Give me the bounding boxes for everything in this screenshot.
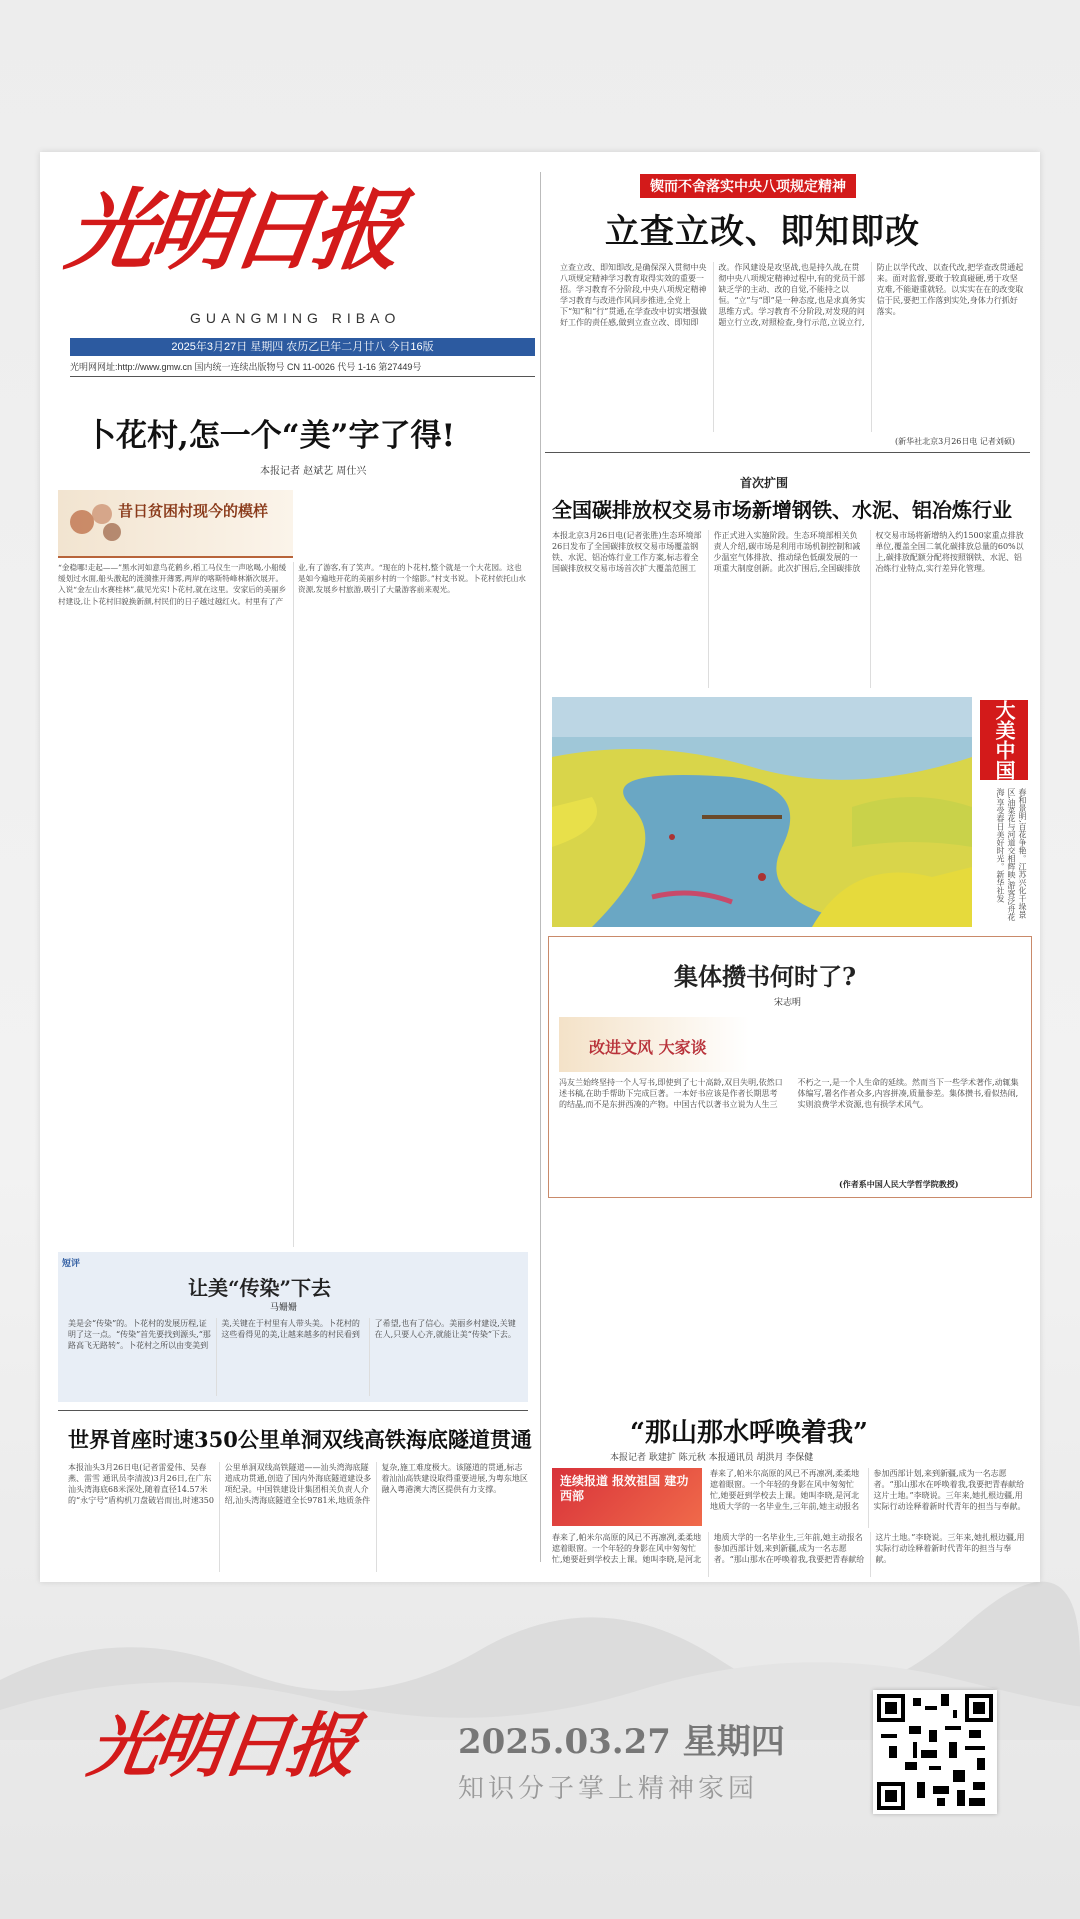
divider <box>70 376 535 377</box>
footer-logo: 光明日报 <box>83 1704 360 1787</box>
commentary-body: 美是会“传染”的。卜花村的发展历程,证明了这一点。“传染”首先要找到源头,“那路高飞无路转”。卜花村之所以由变美到美,关键在于村里有人带头美。卜花村的这些看得见的美,让越来越多的村民看到了希望,也有了信心。美丽乡村建设,关键在人,只要人心齐,就能让美“传染”下去。 <box>68 1319 516 1350</box>
feature-tag: 昔日贫困村现今的模样 <box>118 502 269 520</box>
commentary-title: 让美“传染”下去 <box>188 1276 332 1300</box>
commentary-label: 短评 <box>62 1259 81 1269</box>
article-body-continued: 春来了,帕米尔高原的风已不再凛冽,柔柔地遮着眼窗。一个年轻的身影在风中匆匆忙忙,她要赶到学校去上课。她叫李晓,是河北地质大学的一名毕业生,三年前,她主动报名参加西部计划,来到新疆,成为一名志愿者。“那山那水在呼唤着我,我要把青春献给这片土地。”李晓说。三年来,她扎根边疆,用实际行动诠释着新时代青年的担当与奉献。 <box>710 1469 1026 1511</box>
headline-books: 集体攒书何时了? <box>674 962 857 991</box>
commentary-box <box>58 1252 528 1402</box>
article-body: 冯友兰始终坚持一个人写书,即使到了七十高龄,双目失明,依然口述书稿,在助手帮助下完成巨著。一本好书应该是作者长期思考的结晶,而不是东拼西凑的产物。中国古代以著书立说为人生三不朽之一,是一个人生命的延续。然而当下一些学术著作,动辄集体编写,署名作者众多,内容拼凑,质量参差。集体攒书,看似热闹,实则浪费学术资源,也有损学术风气。 <box>559 1078 1019 1109</box>
article-body: 立查立改、即知即改,是确保深入贯彻中央八项规定精神学习教育取得实效的重要一招。学习教育不分阶段,中央八项规定精神学习教育与改进作风同步推进,全党上下“知”和“行”贯通,在学查改中切实增强做好工作的责任感,做到立查立改、即知即改。作风建设是攻坚战,也是持久战,在贯彻中央八项规定精神过程中,有的党员干部缺乏学的主动、改的自觉,不能持之以恒。“立”与“即”是一种态度,也是求真务实思维方式。学习教育不分阶段,对发现的问题立行立改,对照检查,身行示范,立说立行,防止以学代改、以查代改,把学查改贯通起来。面对监督,要敢于较真碰硬,勇于攻坚克难,不能避重就轻。以实实在在的改变取信于民,要把工作落到实处,身体力行抓好落实。 <box>560 263 1024 327</box>
footer-date: 2025.03.27 星期四 <box>458 1722 785 1762</box>
headline-mountain: “那山那水呼唤着我” <box>630 1418 868 1448</box>
column-rule <box>540 172 541 1562</box>
article-body: 本报汕头3月26日电(记者雷爱伟、吴春燕、雷雪 通讯员李清波)3月26日,在广东汕头湾海底68米深处,随着直径14.57米的“永宁号”盾构机刀盘破岩而出,时速350公里单洞双线高铁隧道——汕头湾海底隧道成功贯通,创造了国内外海底隧道建设多项纪录。中国铁建设计集团相关负责人介绍,汕头湾海底隧道全长9781米,地质条件复杂,施工难度极大。该隧道的贯通,标志着汕汕高铁建设取得重要进展,为粤东地区融入粤港澳大湾区提供有力支撑。 <box>68 1463 528 1505</box>
article-kicker: 首次扩围 <box>740 476 789 490</box>
landscape-image <box>552 697 972 927</box>
headline-carbon-market: 全国碳排放权交易市场新增钢铁、水泥、铝冶炼行业 <box>552 498 1012 522</box>
article-byline: 本报记者 耿建扩 陈元秋 本报通讯员 胡洪月 李保健 <box>610 1453 814 1463</box>
feature-banner <box>58 490 293 558</box>
qr-code[interactable] <box>873 1690 997 1814</box>
dateline-band: 2025年3月27日 星期四 农历乙巳年二月廿八 今日16版 <box>70 338 535 356</box>
article-body: “金稳哪!走起——”黑水河如意鸟花鹤乡,稻工马仪生一声吆喝,小船缓缓划过水面,船头激起的涟漪推开薄雾,两岸的喀斯特峰林渐次展开。入说“金左山水赛桂林”,截见光实!卜花村,就在这里。安家后的美丽乡村建设,让卜花村旧貌换新颜,村民们的日子越过越红火。村里有了产业,有了游客,有了笑声。“现在的卜花村,整个就是一个大花园。这也是如今遍地开花的美丽乡村的一个缩影。”村支书说。卜花村依托山水资源,发展乡村旅游,吸引了大量游客前来观光。 <box>58 563 526 606</box>
rapeseed-field-photo <box>552 697 972 927</box>
footer-slogan: 知识分子掌上精神家园 <box>458 1774 759 1804</box>
divider <box>58 1410 528 1411</box>
article-byline: 本报记者 赵斌艺 周仕兴 <box>260 466 367 477</box>
registration-line: 光明网网址:http://www.gmw.cn 国内统一连续出版物号 CN 11-0026 代号 1-16 第27449号 <box>70 362 422 372</box>
opinion-box <box>548 936 1032 1198</box>
masthead <box>60 170 528 290</box>
newspaper-page <box>40 152 1040 1582</box>
headline-tunnel: 世界首座时速350公里单洞双线高铁海底隧道贯通 <box>68 1427 532 1452</box>
article-credit: (作者系中国人民大学哲学院教授) <box>839 1179 959 1189</box>
commentary-author: 马姗姗 <box>270 1303 298 1313</box>
article-body: 春来了,帕米尔高原的风已不再凛冽,柔柔地遮着眼窗。一个年轻的身影在风中匆匆忙忙,她要赶到学校去上课。她叫李晓,是河北地质大学的一名毕业生,三年前,她主动报名参加西部计划,来到新疆,成为一名志愿者。“那山那水在呼唤着我,我要把青春献给这片土地。”李晓说。三年来,她扎根边疆,用实际行动诠释着新时代青年的担当与奉献。 <box>552 1533 1025 1564</box>
qr-code-icon <box>877 1694 993 1810</box>
series-label: 连续报道 报效祖国 建功西部 <box>560 1474 689 1503</box>
article-credit: (新华社北京3月26日电 记者刘硕) <box>895 437 1016 446</box>
section-tag: 大美中国 <box>980 700 1028 780</box>
masthead-pinyin: GUANGMING RIBAO <box>190 310 401 326</box>
headline-buhuacun: 卜花村,怎一个“美”字了得! <box>85 418 456 454</box>
column-banner <box>559 1017 749 1072</box>
column-name: 改进文风 大家谈 <box>589 1038 707 1057</box>
series-banner <box>552 1468 702 1526</box>
newspaper-logo: 光明日报 <box>60 178 404 282</box>
article-body: 本报北京3月26日电(记者张胜)生态环境部26日发布了全国碳排放权交易市场覆盖钢铁、水泥、铝冶炼行业工作方案,标志着全国碳排放权交易市场首次扩大覆盖范围工作正式进入实施阶段。生态环境部相关负责人介绍,碳市场是利用市场机制控制和减少温室气体排放、推动绿色低碳发展的一项重大制度创新。此次扩围后,全国碳排放权交易市场将新增纳入约1500家重点排放单位,覆盖全国二氧化碳排放总量的60%以上,碳排放配额分配将按照钢铁、水泥、铝冶炼行业特点,实行差异化管理。 <box>552 531 1024 573</box>
article-kicker: 锲而不舍落实中央八项规定精神 <box>640 174 856 198</box>
divider <box>545 452 1030 453</box>
photo-caption: 春和景明,百花争艳。江苏兴化千垛景区,油菜花与河道交相辉映,游客泛舟花海,享受春日美好时光。新华社发 <box>996 788 1027 922</box>
headline-lichalgai: 立查立改、即知即改 <box>605 212 920 252</box>
article-byline: 宋志明 <box>774 998 802 1008</box>
